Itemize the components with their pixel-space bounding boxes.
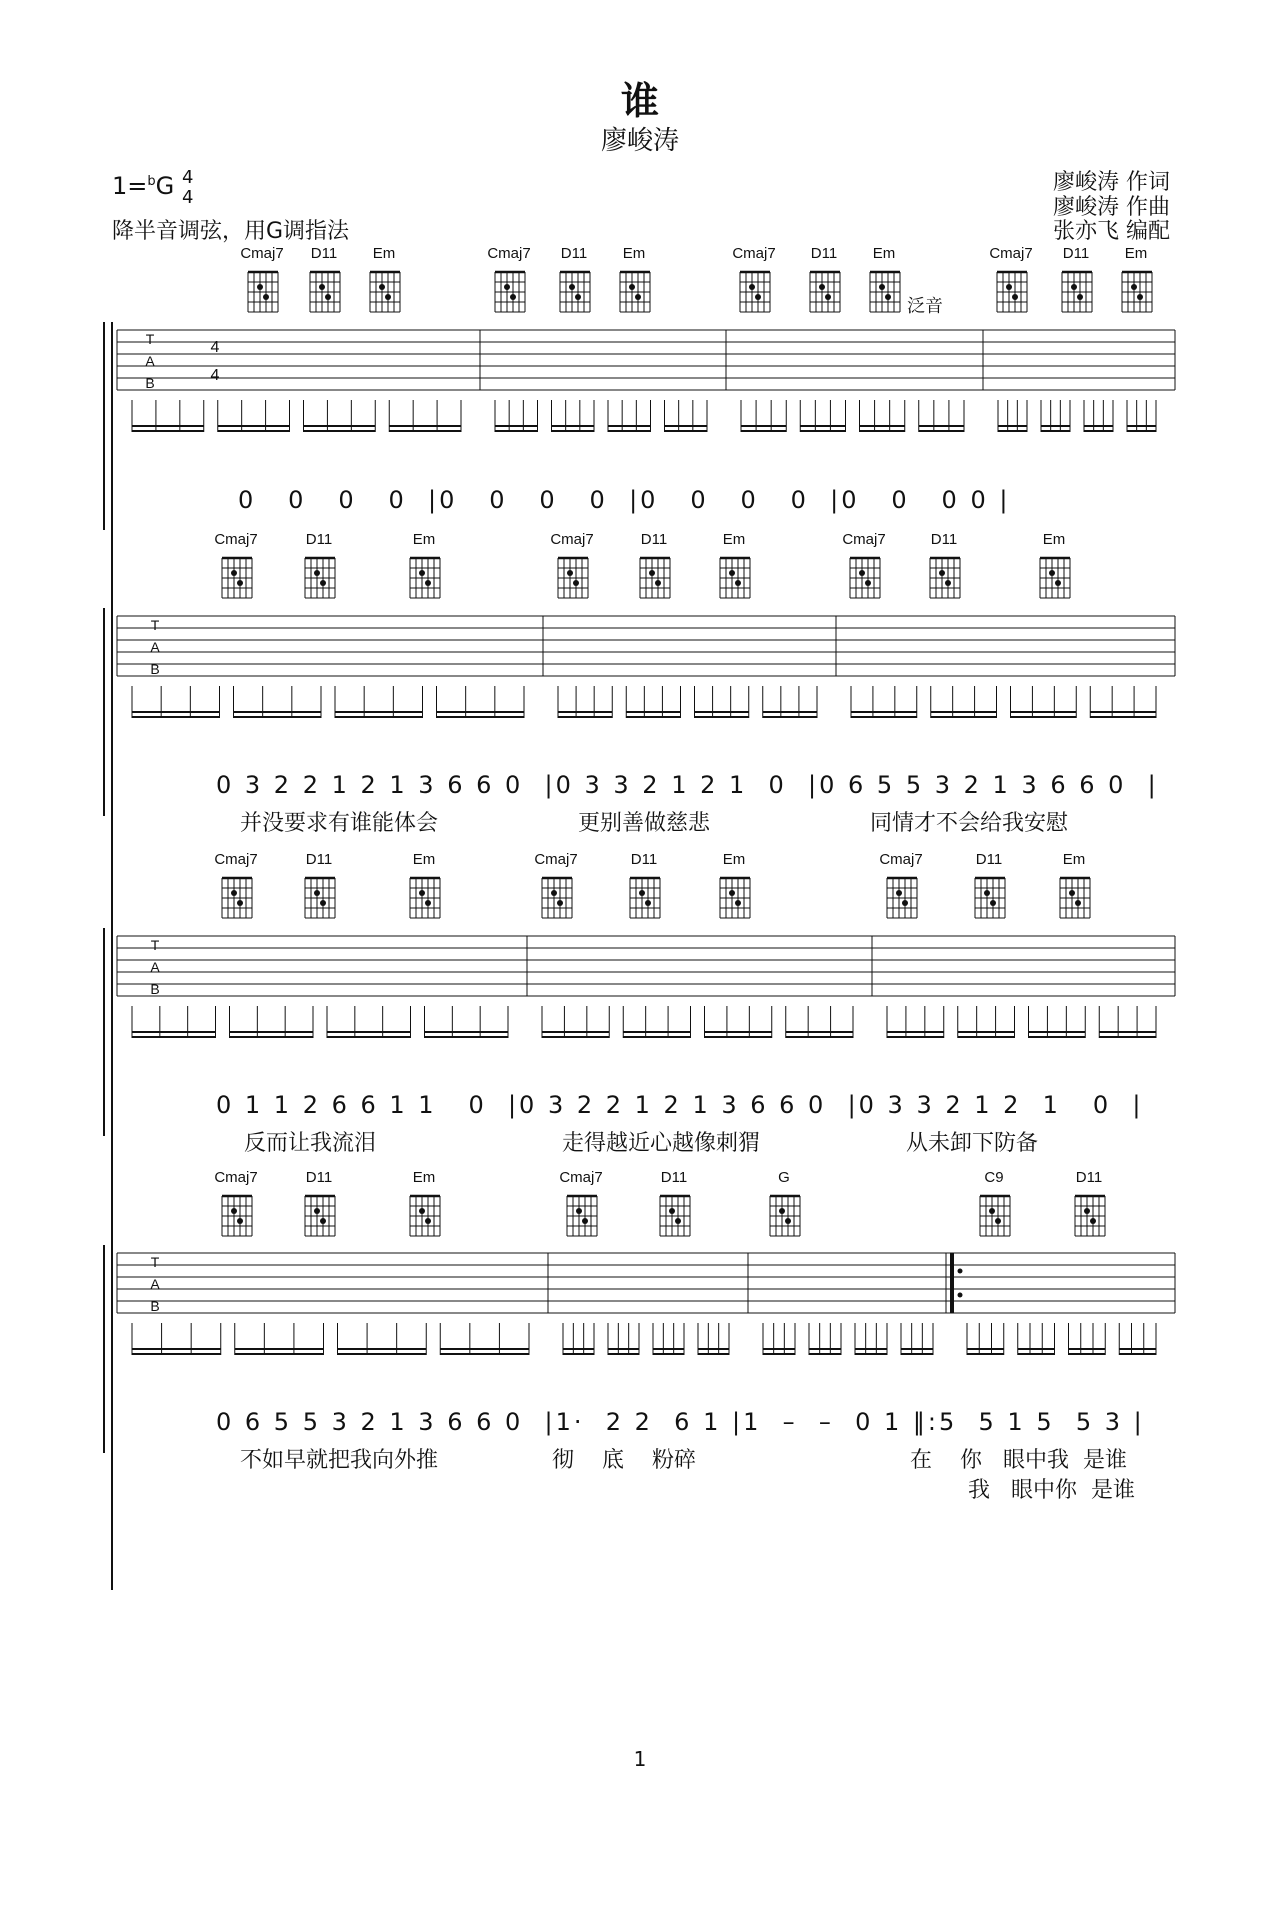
jianpu-row-3: 0 1 1 2 6 6 1 1 0 |0 3 2 2 1 2 1 3 6 6 0 |0 3 3 2 1 2 1 0 | bbox=[216, 1091, 1144, 1119]
chord-name: Em bbox=[1124, 245, 1148, 262]
chord-dot bbox=[945, 580, 951, 586]
page-number: 1 bbox=[633, 1747, 647, 1771]
tab-letter-t: T bbox=[150, 1254, 160, 1270]
chord-dot bbox=[425, 900, 431, 906]
key-note: G bbox=[155, 172, 175, 200]
chord-name: D11 bbox=[310, 245, 338, 262]
chord-dot bbox=[639, 890, 645, 896]
song-title: 谁 bbox=[620, 79, 659, 123]
chord-dot bbox=[779, 1208, 785, 1214]
chord-dot bbox=[325, 294, 331, 300]
chord-dot bbox=[1055, 580, 1061, 586]
chord-dot bbox=[567, 570, 573, 576]
tab-letter-a: A bbox=[150, 959, 160, 975]
flat-sign: b bbox=[147, 174, 156, 189]
lyric-line: 走得越近心越像刺猬 bbox=[562, 1131, 761, 1156]
chord-dot bbox=[573, 580, 579, 586]
chord-name: Em bbox=[722, 851, 746, 868]
tab-letter-t: T bbox=[150, 937, 160, 953]
chord-dot bbox=[379, 284, 385, 290]
chord-dot bbox=[1131, 284, 1137, 290]
chord-dot bbox=[902, 900, 908, 906]
tab-letter-b: B bbox=[150, 661, 160, 677]
tab-time-bottom: 4 bbox=[210, 367, 220, 384]
lyric-line: 并没要求有谁能体会 bbox=[240, 811, 439, 836]
chord-dot bbox=[669, 1208, 675, 1214]
chord-dot bbox=[575, 294, 581, 300]
credit-arranger: 张亦飞 编配 bbox=[1053, 219, 1170, 244]
chord-dot bbox=[989, 1208, 995, 1214]
chord-name: Cmaj7 bbox=[842, 531, 886, 548]
chord-dot bbox=[237, 1218, 243, 1224]
chord-dot bbox=[314, 1208, 320, 1214]
tab-time-top: 4 bbox=[210, 339, 220, 356]
time-top: 4 bbox=[182, 167, 194, 188]
chord-dot bbox=[755, 294, 761, 300]
tab-letter-b: B bbox=[150, 981, 160, 997]
repeat-dot bbox=[958, 1293, 963, 1298]
chord-dot bbox=[1137, 294, 1143, 300]
chord-dot bbox=[1006, 284, 1012, 290]
chord-dot bbox=[896, 890, 902, 896]
chord-dot bbox=[237, 900, 243, 906]
tab-letter-a: A bbox=[150, 1276, 160, 1292]
chord-name: Cmaj7 bbox=[879, 851, 923, 868]
chord-name: Em bbox=[372, 245, 396, 262]
chord-dot bbox=[984, 890, 990, 896]
chord-dot bbox=[385, 294, 391, 300]
chord-dot bbox=[510, 294, 516, 300]
chord-dot bbox=[1071, 284, 1077, 290]
chord-dot bbox=[729, 570, 735, 576]
lyric-line: 我 眼中你 是谁 bbox=[968, 1478, 1135, 1503]
chord-name: Cmaj7 bbox=[559, 1169, 603, 1186]
chord-dot bbox=[675, 1218, 681, 1224]
chord-dot bbox=[879, 284, 885, 290]
chord-dot bbox=[885, 294, 891, 300]
chord-dot bbox=[735, 900, 741, 906]
key-prefix: 1= bbox=[112, 172, 148, 200]
chord-name: Em bbox=[1062, 851, 1086, 868]
chord-dot bbox=[419, 570, 425, 576]
chord-dot bbox=[231, 1208, 237, 1214]
chord-dot bbox=[629, 284, 635, 290]
chord-dot bbox=[735, 580, 741, 586]
chord-name: Cmaj7 bbox=[487, 245, 531, 262]
chord-dot bbox=[576, 1208, 582, 1214]
chord-name: D11 bbox=[930, 531, 958, 548]
chord-dot bbox=[257, 284, 263, 290]
lyric-line: 在 你 眼中我 是谁 bbox=[910, 1448, 1127, 1473]
chord-dot bbox=[1012, 294, 1018, 300]
credit-composer: 廖峻涛 作曲 bbox=[1053, 195, 1170, 220]
chord-name: D11 bbox=[975, 851, 1003, 868]
chord-dot bbox=[859, 570, 865, 576]
chord-dot bbox=[237, 580, 243, 586]
chord-dot bbox=[655, 580, 661, 586]
chord-dot bbox=[231, 570, 237, 576]
credit-lyricist: 廖峻涛 作词 bbox=[1053, 170, 1170, 195]
chord-name: Em bbox=[1042, 531, 1066, 548]
chord-dot bbox=[995, 1218, 1001, 1224]
chord-dot bbox=[939, 570, 945, 576]
lyric-line: 从未卸下防备 bbox=[906, 1131, 1039, 1156]
chord-dot bbox=[865, 580, 871, 586]
chord-dot bbox=[314, 890, 320, 896]
chord-name: Cmaj7 bbox=[214, 531, 258, 548]
chord-name: Cmaj7 bbox=[240, 245, 284, 262]
tab-letter-a: A bbox=[150, 639, 160, 655]
tab-letter-t: T bbox=[145, 331, 155, 347]
chord-dot bbox=[1049, 570, 1055, 576]
chord-name: G bbox=[778, 1169, 790, 1186]
chord-dot bbox=[1069, 890, 1075, 896]
chord-dot bbox=[320, 1218, 326, 1224]
chord-name: Cmaj7 bbox=[550, 531, 594, 548]
chord-name: Cmaj7 bbox=[214, 1169, 258, 1186]
chord-dot bbox=[819, 284, 825, 290]
chord-name: C9 bbox=[984, 1169, 1004, 1186]
chord-name: D11 bbox=[810, 245, 838, 262]
chord-name: Cmaj7 bbox=[214, 851, 258, 868]
lyric-line: 同情才不会给我安慰 bbox=[870, 811, 1069, 836]
chord-dot bbox=[785, 1218, 791, 1224]
chord-dot bbox=[320, 580, 326, 586]
chord-dot bbox=[729, 890, 735, 896]
chord-name: Cmaj7 bbox=[989, 245, 1033, 262]
chord-dot bbox=[1090, 1218, 1096, 1224]
chord-dot bbox=[551, 890, 557, 896]
chord-name: D11 bbox=[1062, 245, 1090, 262]
chord-name: D11 bbox=[640, 531, 668, 548]
chord-dot bbox=[425, 580, 431, 586]
time-bottom: 4 bbox=[182, 187, 194, 208]
chord-name: Em bbox=[412, 531, 436, 548]
lyric-line: 反而让我流泪 bbox=[244, 1131, 377, 1156]
chord-name: D11 bbox=[660, 1169, 688, 1186]
chord-dot bbox=[319, 284, 325, 290]
chord-name: Em bbox=[412, 851, 436, 868]
chord-name: D11 bbox=[560, 245, 588, 262]
chord-name: D11 bbox=[305, 851, 333, 868]
chord-name: Cmaj7 bbox=[534, 851, 578, 868]
jianpu-row-2: 0 3 2 2 1 2 1 3 6 6 0 |0 3 3 2 1 2 1 0 |0 6 5 5 3 2 1 3 6 6 0 | bbox=[216, 771, 1159, 799]
chord-dot bbox=[314, 570, 320, 576]
harmonic-annotation: 泛音 bbox=[907, 296, 943, 316]
chord-dot bbox=[1075, 900, 1081, 906]
chord-dot bbox=[419, 1208, 425, 1214]
jianpu-row-1: 0 0 0 0 |0 0 0 0 |0 0 0 0 |0 0 0 0 | bbox=[238, 486, 1011, 514]
chord-dot bbox=[1084, 1208, 1090, 1214]
lyric-line: 更别善做慈悲 bbox=[578, 811, 711, 836]
chord-dot bbox=[263, 294, 269, 300]
chord-dot bbox=[825, 294, 831, 300]
tab-letter-b: B bbox=[150, 1298, 160, 1314]
lyric-line: 不如早就把我向外推 bbox=[240, 1448, 439, 1473]
chord-dot bbox=[569, 284, 575, 290]
chord-dot bbox=[231, 890, 237, 896]
chord-dot bbox=[645, 900, 651, 906]
chord-dot bbox=[320, 900, 326, 906]
tuning-note: 降半音调弦，用G调指法 bbox=[112, 219, 350, 244]
chord-dot bbox=[649, 570, 655, 576]
chord-name: D11 bbox=[630, 851, 658, 868]
jianpu-row-4: 0 6 5 5 3 2 1 3 6 6 0 |1· 2 2 6 1 |1 – – 0 1 ‖:5 5 1 5 5 3 | bbox=[216, 1408, 1145, 1436]
chord-dot bbox=[990, 900, 996, 906]
chord-name: D11 bbox=[305, 1169, 333, 1186]
chord-dot bbox=[419, 890, 425, 896]
chord-name: Cmaj7 bbox=[732, 245, 776, 262]
chord-dot bbox=[504, 284, 510, 290]
chord-dot bbox=[635, 294, 641, 300]
tab-letter-b: B bbox=[145, 375, 155, 391]
chord-name: D11 bbox=[1075, 1169, 1103, 1186]
chord-dot bbox=[1077, 294, 1083, 300]
artist-name: 廖峻涛 bbox=[600, 126, 679, 156]
chord-name: D11 bbox=[305, 531, 333, 548]
chord-name: Em bbox=[872, 245, 896, 262]
chord-name: Em bbox=[412, 1169, 436, 1186]
chord-name: Em bbox=[722, 531, 746, 548]
lyric-line: 彻 底 粉碎 bbox=[552, 1448, 696, 1473]
chord-dot bbox=[749, 284, 755, 290]
chord-dot bbox=[425, 1218, 431, 1224]
chord-name: Em bbox=[622, 245, 646, 262]
chord-dot bbox=[582, 1218, 588, 1224]
repeat-dot bbox=[958, 1269, 963, 1274]
tab-letter-a: A bbox=[145, 353, 155, 369]
tab-letter-t: T bbox=[150, 617, 160, 633]
chord-dot bbox=[557, 900, 563, 906]
